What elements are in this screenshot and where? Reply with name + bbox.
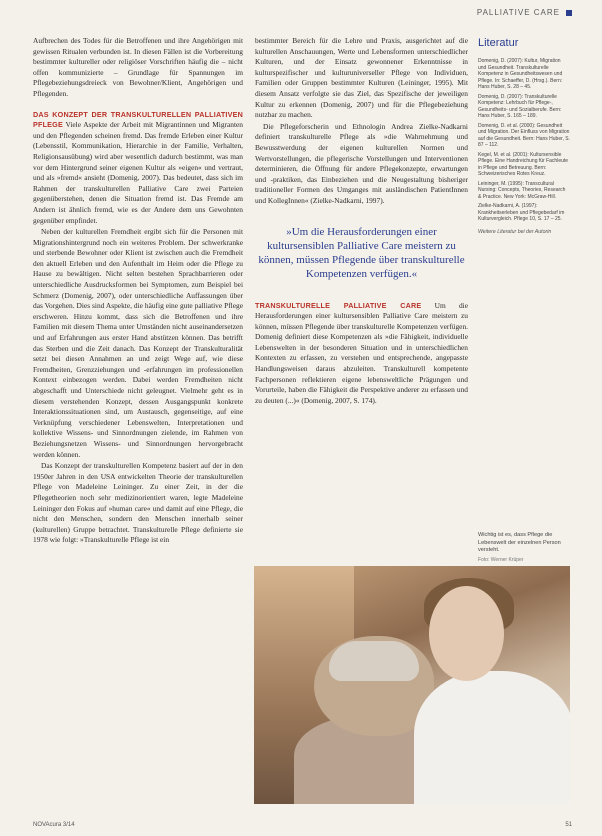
paragraph: Das Konzept der transkulturellen Kompetenz basiert auf der in den 1950er Jahren in den USA entwickelten Theorie der transkulturellen Pflege von Madeleine Leininger. Zu einer Zeit, in der die Pflegetheorien noch sehr medizinorientiert waren, legte Madeleine Leininger den Fokus auf »human care« und damit auf eine Pflege, die nicht den Menschen, sondern den Menschen innerhalb seiner (kulturellen) Gruppe betrachtet. Transkulturelle Pflege definierte sie 1978 wie folgt: »Transkulturelle Pflege ist ein <box>33 461 243 545</box>
literature-note: Weitere Literatur bei der Autorin <box>478 228 552 235</box>
section-paragraph <box>255 301 468 407</box>
section-title: PALLIATIVE CARE <box>476 8 560 17</box>
paragraph-text: Um die Herausforderungen einer kultursensiblen Palliative Care meistern zu können, müssen Pflegende über transkulturelle Kompetenzen verfügen. Domenig definiert diese Kompetenzen als »die Fähigkeit, individuelle Lebenswelten in der besonderen Situation und in unterschiedlichen Kontexten zu erfassen, zu verstehen und entsprechende, angepasste Handlungsweisen daraus abzuleiten. Transkulturell kompetente Fachpersonen reflektieren eigene lebensweltliche Prägungen und Vorurteile, haben die Fähigkeit die Perspektive anderer zu erfassen und zu deuten (...)« (Domenig, 2007, S. 174). <box>255 300 468 405</box>
paragraph: Die Pflegeforscherin und Ethnologin Andrea Zielke-Nadkarni definiert transkulturelle Pflege als »die Wahrnehmung und Bewusstwerdung der eigenen kulturellen Normen und Wertvorstellungen, die pflegerische Vorstellungen und Interventionen determinieren, die Öffnung für andere Pflegekonzepte, erwartungen und -praktiken, das Einbeziehen und die Neugestaltung bisheriger traditioneller Formen des Umganges mit ausländischen PatientInnen und KollegInnen« (Zielke-Nadkarni, 1997). <box>255 121 468 205</box>
section-marker-icon <box>566 10 572 16</box>
photo-credit: Foto: Werner Krüper <box>478 556 524 563</box>
paragraph-text: Viele Aspekte der Arbeit mit Migrantinnen und Migranten und den Pflegenden scheinen fremd. Das fremde Erleben einer Kultur (Lebensstil, Kommunikation, Hierarchie in der Familie, Verhalten, Religionsausübung) wird aber wesentlich dadurch bestimmt, was man vor dem Hintergrund seiner eigenen Kultur als »eigen« und vertraut, und als »fremd« ansieht (Domenig, 2007). Das bedeutet, dass sich im Rahmen der transkulturellen Palliative Care zwei Parteien gegenüberstehen, denen die Situation fremd ist. Das Fremde am Andern ist ähnlich fremd, wie es der Andere dem uns Gewohnten gegenüber empfindet. <box>33 120 243 225</box>
section-heading: TRANSKULTURELLE PALLIATIVE CARE <box>255 300 422 310</box>
page-number: 51 <box>565 822 572 828</box>
literature-list <box>478 58 570 348</box>
nurse-figure <box>414 671 570 804</box>
literature-entry: Domenig, D. et al. (2000): Gesundheit und Migration. Der Einfluss von Migration auf die Gesundheit. Bern: Hans Huber, S. 87 – 112. <box>478 122 570 148</box>
text-column-left <box>33 36 243 812</box>
article-photo <box>254 566 570 804</box>
paragraph: bestimmter Bereich für die Lehre und Praxis, ausgerichtet auf die kulturellen Anschauungen, Werte und Lebensformen unterschiedlicher Kulturen, und der Einsatz gewonnener Erkenntnisse in kulturspezifischer und kulturuniverseller Pflege von Individuen, Familien oder Gruppen bestimmter Kulturen (Leininger, 1995). Mit diesem Ansatz verfolgte sie das Ziel, das Spezifische der jeweiligen Kultur zu erkennen (Domenig, 2007) und für die Pflegebeziehung nutzbar zu machen. <box>255 36 468 120</box>
caption-text: Wichtig ist es, dass Pflege die Lebenswelt der einzelnen Person versteht. <box>478 532 561 553</box>
literature-entry: Kegel, M. et al. (2001): Kultursensible Pflege. Eine Handreichung für Fachleute in Pflege und Betreuung. Bern: Schweizerisches Rotes Kreuz. <box>478 151 569 177</box>
footer-publication: NOVAcura 3/14 <box>33 822 75 828</box>
pull-quote: »Um die Herausforderungen einer kultursensiblen Palliative Care meistern zu können, müssen Pflegende über transkulturelle Kompetenzen verfügen.« <box>258 225 465 280</box>
literature-title: Literatur <box>478 37 519 49</box>
section-heading: DAS KONZEPT DER TRANSKULTURELLEN PALLIATIVEN PFLEGE <box>33 109 243 130</box>
paragraph: Neben der kulturellen Fremdheit ergibt sich für die Personen mit Migrationshintergrund noch ein weiteres Problem. Der schwerkranke und sterbende Bewohner oder Klient ist zwischen auch die Fremdheit den aktuell Erleben und den Aufenthalt im Heim oder die Pflege zu Hause zu bewältigen. Nicht selten bestehen Sprachbarrieren oder unterschiedliche Ausdrucksformen bei Symptomen, zum Beispiel bei Schmerz (Domenig, 2007), oder unterschiedliche Auffassungen über das Vorgehen. Dies sind Aspekte, die häufig eine gute palliative Pflege erschweren. Hinzu kommt, dass sich die Betroffenen und ihre Familien mit diesem Thema unter Umständen nicht auseinandersetzen und auf Erfahrungen aus erster Hand abstützen können. Das betrifft das Sterben und die Zeit danach. Das Konzept der Transkulturalität setzt bei diesen Annahmen an und zeigt Wege auf, wie diese Fremdheiten, Grenzziehungen und -erfahrungen im professionellen Kontext einbezogen werden. Dabei werden Fremdheiten nicht abgeschafft und Unterschiede nicht geleugnet. Vielmehr geht es in diesem verstehenden Konzept, dessen Ausgangspunkt konkrete Interaktionssituationen sind, um Austausch, gegenseitige, auf eine Verknüpfung verschiedener Lebenswelten, Interpretationen und kollektive Wissens- und Sinnordnungen zielende, im Rahmen von Beziehungsnetzen Wissens- und Sinnordnungen hervorgebracht werden können. <box>33 227 243 459</box>
section-paragraph <box>33 110 243 227</box>
nurse-head <box>429 586 504 681</box>
paragraph: Aufbrechen des Todes für die Betroffenen und ihre Angehörigen mit gewissen Ritualen verbunden ist. In diesen Fällen ist die Vorbereitung bestimmter kultureller oder religiöser Vorschriften häufig die – nicht offen kommunizierte – Grundlage für Spannungen im Pflegebeziehungsdreieck von Bewohner/Klient, Angehörigen und Pflegenden. <box>33 36 243 98</box>
literature-entry: Zielke-Nadkarni, A. (1997): Krankheitserleben und Pflegebedarf im Kulturvergleich. Pflege 10, S. 17 – 25. <box>478 203 565 222</box>
text-column-middle <box>255 36 468 564</box>
literature-entry: Domenig, D. (2007): Kultur, Migration und Gesundheit. Transkulturelle Kompetenz in Gesundheitswesen und Pflege. In: Schaeffer, D. (Hrsg.). Bern: Hans Huber, S. 28 – 45. <box>478 58 563 90</box>
photo-caption <box>478 532 568 564</box>
section-header <box>477 8 572 17</box>
literature-entry: Domenig, D. (2007): Transkulturelle Kompetenz: Lehrbuch für Pflege-, Gesundheits- und Sozialberufe. Bern: Hans Huber, S. 165 – 189. <box>478 93 562 119</box>
literature-entry: Leininger, M. (1995): Transcultural Nursing: Concepts, Theories, Research & Practice. New York: McGraw-Hill. <box>478 180 566 200</box>
headscarf-shape <box>329 641 419 681</box>
